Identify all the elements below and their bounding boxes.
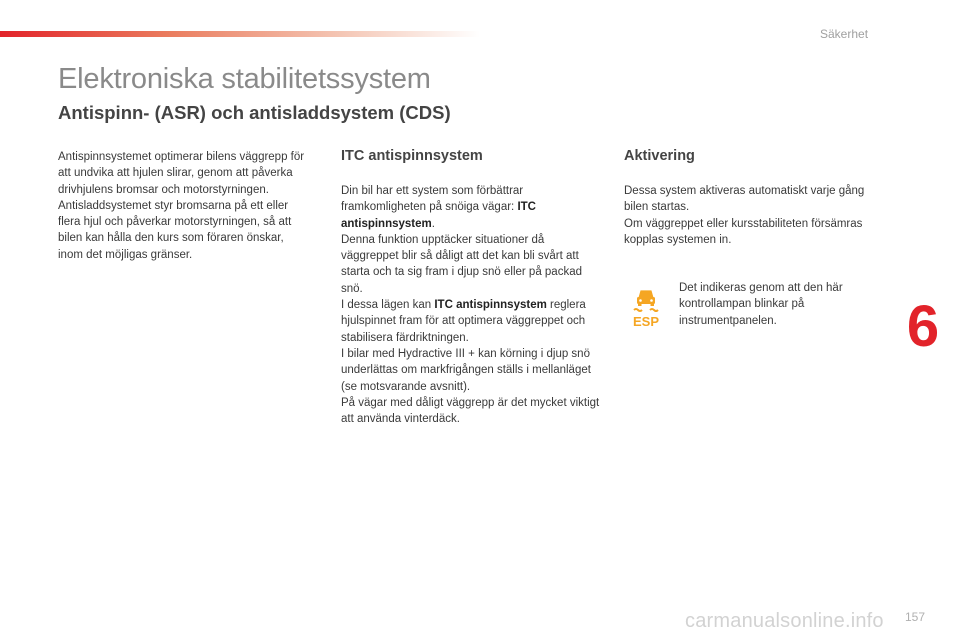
- activation-paragraph-1: Dessa system aktiveras automatiskt varje gång bilen startas.: [624, 185, 865, 214]
- itc-column: [341, 183, 603, 427]
- itc-paragraph-3: [341, 297, 603, 346]
- itc-p1-text: Din bil har ett system som förbättrar framkomligheten på snöiga vägar:: [341, 185, 524, 214]
- itc-paragraph-2: Denna funktion upptäcker situationer då väggreppet blir så dåligt att det kan bli svårt att starta och ta sig fram i djup snö eller på packad snö.: [341, 233, 582, 295]
- activation-heading: Aktivering: [624, 148, 695, 164]
- itc-p3-bold: ITC antispinnsystem: [434, 299, 547, 312]
- top-accent-bar: [0, 31, 480, 37]
- itc-p1-suffix: .: [431, 217, 435, 230]
- intro-column: [58, 149, 310, 263]
- watermark: carmanualsonline.info: [685, 610, 884, 632]
- itc-heading: ITC antispinnsystem: [341, 148, 483, 164]
- activation-column: [624, 183, 886, 248]
- activation-paragraph-2: Om väggreppet eller kursstabiliteten försämras kopplas systemen in.: [624, 217, 863, 246]
- page-subtitle: Antispinn- (ASR) och antisladdsystem (CDS): [58, 102, 451, 123]
- itc-p3-suffix: reglera hjulspinnet fram för att optimera väggreppet och stabilisera färdriktningen.: [341, 299, 586, 344]
- itc-paragraph-5: På vägar med dåligt väggrepp är det mycket viktigt att använda vinterdäck.: [341, 396, 600, 426]
- intro-paragraph-2: Antisladdsystemet styr bromsarna på ett eller flera hjul och påverkar motorstyrningen, så att bilen kan hålla den kurs som föraren önskar, inom det möjligas gränser.: [58, 199, 292, 261]
- page-number: 157: [905, 610, 926, 624]
- chapter-number: 6: [906, 294, 940, 359]
- itc-paragraph-4: I bilar med Hydractive III + kan körning i djup snö underlättas om markfrigången ställs i mellanläget (se motsvarande avsnitt).: [341, 347, 591, 393]
- indicator-description: Det indikeras genom att den här kontrollampan blinkar på instrumentpanelen.: [679, 282, 843, 327]
- itc-p1-bold: ITC antispinnsystem: [341, 201, 536, 230]
- section-label: Säkerhet: [820, 27, 869, 41]
- intro-paragraph-1: Antispinnsystemet optimerar bilens väggrepp för att undvika att hjulen slirar, genom att påverka drivhjulens bromsar och motorstyrningen.: [58, 151, 305, 196]
- page-title: Elektroniska stabilitetssystem: [58, 63, 431, 95]
- esp-label: ESP: [632, 314, 660, 328]
- itc-p3-text: I dessa lägen kan: [341, 299, 435, 312]
- itc-paragraph-1: [341, 183, 603, 232]
- esp-warning-icon: [628, 286, 664, 328]
